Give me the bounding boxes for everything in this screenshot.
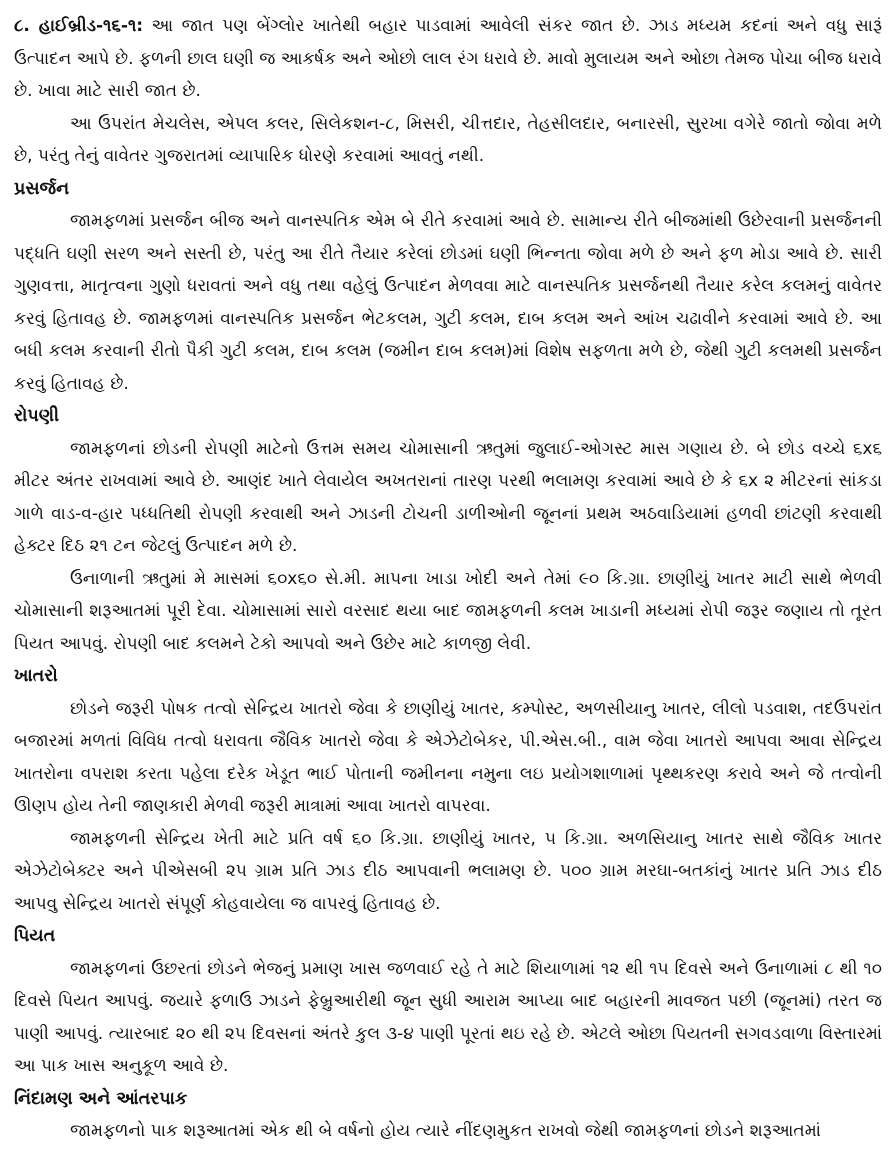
planting-paragraph-2: ઉનાળાની ઋતુમાં મે માસમાં ૬૦x૬૦ સે.મી. માપના ખાડા ખોદી અને તેમાં ૯૦ કિ.ગ્રા. છાણીયું ખાતર માટી સાથે ભેળવી ચોમાસાની શરૂઆતમાં પૂરી દેવા. ચોમાસામાં સારો વરસાદ થયા બાદ જામફળની કલમ ખાડાની મધ્યમાં રોપી જરૂર જણાય તો તૂરત પિયત આપવું. રોપણી બાદ કલમને ટેકો આપવો અને ઉછેર માટે કાળજી લેવી. [14,568,882,654]
manures-paragraph-2: જામફળની સેન્દ્રિય ખેતી માટે પ્રતિ વર્ષ ૬૦ કિ.ગ્રા. છાણીયું ખાતર, ૫ કિ.ગ્રા. અળસિયાનુ ખાતર સાથે જૈવિક ખાતર એઝેટોબેક્ટર અને પીએસબી ૨૫ ગ્રામ પ્રતિ ઝાડ દીઠ આપવાની ભલામણ છે. ૫૦૦ ગ્રામ મરઘા-બતકાંનું ખાતર પ્રતિ ઝાડ દીઠ આપવુ સેન્દ્રિય ખાતરો સંપૂર્ણ કોહવાયેલા જ વાપરવું હિતાવહ છે. [14,828,882,914]
weeding-paragraph: જામફળનો પાક શરૂઆતમાં એક થી બે વર્ષનો હોય ત્યારે નીંદણમુકત રાખવો જેથી જામફળનાં છોડને શરૂઆતમાં [70,1121,821,1141]
planting-paragraph-1: જામફળનાં છોડની રોપણી માટેનો ઉત્તમ સમય ચોમાસાની ઋતુમાં જુલાઈ-ઓગસ્ટ માસ ગણાય છે. બે છોડ વચ્ચે ૬x૬ મીટર અંતર રાખવામાં આવે છે. આણંદ ખાતે લેવાયેલ અખતરાનાં તારણ પરથી ભલામણ કરવામાં આવે છે કે ૬x ૨ મીટરનાં સાંકડા ગાળે વાડ-વ-હાર પધ્ધતિથી રોપણી કરવાથી અને ઝાડની ટોચની ડાળીઓની જૂનનાં પ્રથમ અઠવાડિયામાં હળવી છાંટણી કરવાથી હેક્ટર દિઠ ૨૧ ટન જેટલું ઉત્પાદન મળે છે. [14,438,882,556]
propagation-paragraph: જામફળમાં પ્રસર્જન બીજ અને વાનસ્પતિક એમ બે રીતે કરવામાં આવે છે. સામાન્ય રીતે બીજમાંથી ઉછેરવાની પ્રસર્જનની પદ્ધતિ ઘણી સરળ અને સસ્તી છે, પરંતુ આ રીતે તૈયાર કરેલાં છોડમાં ઘણી ભિન્નતા જોવા મળે છે અને ફળ મોડા આવે છે. સારી ગુણવત્તા, માતૃત્વના ગુણો ધરાવતાં અને વધુ તથા વહેલું ઉત્પાદન મેળવવા માટે વાનસ્પતિક પ્રસર્જનથી તૈયાર કરેલ કલમનું વાવેતર કરવું હિતાવહ છે. જામફળમાં વાનસ્પતિક પ્રસર્જન ભેટકલમ, ગુટી કલમ, દાબ કલમ અને આંખ ચઢાવીને કરવામાં આવે છે. આ બધી કલમ કરવાની રીતો પૈકી ગુટી કલમ, દાબ કલમ (જમીન દાબ કલમ)માં વિશેષ સફળતા મળે છે, જેથી ગુટી કલમથી પ્રસર્જન કરવું હિતાવહ છે. [14,211,882,394]
other-varieties-paragraph: આ ઉપરાંત મેચલેસ, એપલ કલર, સિલેકશન-૮, મિસરી, ચીત્તદાર, તેહસીલદાર, બનારસી, સુરખા વગેરે જાતો જોવા મળે છે, પરંતુ તેનું વાવેતર ગુજરાતમાં વ્યાપારિક ધોરણે કરવામાં આવતું નથી. [14,113,882,166]
irrigation-paragraph: જામફળનાં ઉછરતાં છોડને ભેજનું પ્રમાણ ખાસ જળવાઈ રહે તે માટે શિયાળામાં ૧૨ થી ૧૫ દિવસે અને ઉનાળામાં ૮ થી ૧૦ દિવસે પિયત આપવું. જયારે ફળાઉ ઝાડને ફેબ્રુઆરીથી જૂન સુધી આરામ આપ્યા બાદ બહારની માવજત પછી (જૂનમાં) તરત જ પાણી આપવું. ત્યારબાદ ૨૦ થી ૨૫ દિવસનાં અંતરે કુલ ૩-૪ પાણી પૂરતાં થઇ રહે છે. એટલે ઓછા પિયતની સગવડવાળા વિસ્તારમાં આ પાક ખાસ અનુકૂળ આવે છે. [14,958,882,1076]
manures-heading: ખાતરો [14,666,58,686]
variety-8-paragraph [14,10,882,108]
weeding-heading: નિંદામણ અને આંતરપાક [14,1088,188,1109]
variety-8-title: ૮. હાઈબ્રીડ-૧૬-૧: [14,16,144,36]
planting-heading: રોપણી [14,406,60,426]
irrigation-heading: પિયત [14,926,56,946]
manures-paragraph-1: છોડને જરૂરી પોષક તત્વો સેન્દ્રિય ખાતરો જેવા કે છાણીયું ખાતર, કમ્પોસ્ટ, અળસીયાનુ ખાતર, લીલો પડવાશ, તદઉપરાંત બજારમાં મળતાં વિવિધ તત્વો ધરાવતા જૈવિક ખાતરો જેવા કે એઝેટોબેકર, પી.એસ.બી., વામ જેવા ખાતરો આપવા આવા સેન્દ્રિય ખાતરોના વપરાશ કરતા પહેલા દરેક ખેડૂત ભાઈ પોતાની જમીનના નમુના લઇ પ્રયોગશાળામાં પૃથ્થકરણ કરાવે અને જે તત્વોની ઊણપ હોય તેની જાણકારી મેળવી જરૂરી માત્રામાં આવા ખાતરો વાપરવા. [14,698,882,816]
variety-8-text: આ જાત પણ બેંગ્લોર ખાતેથી બહાર પાડવામાં આવેલી સંકર જાત છે. ઝાડ મધ્યમ કદનાં અને વધુ સારૂં ઉત્પાદન આપે છે. ફળની છાલ ઘણી જ આકર્ષક અને ઓછો લાલ રંગ ધરાવે છે. માવો મુલાયમ અને ઓછા તેમજ પોચા બીજ ધરાવે છે. ખાવા માટે સારી જાત છે. [14,16,882,101]
propagation-heading: પ્રસર્જન [14,178,70,199]
